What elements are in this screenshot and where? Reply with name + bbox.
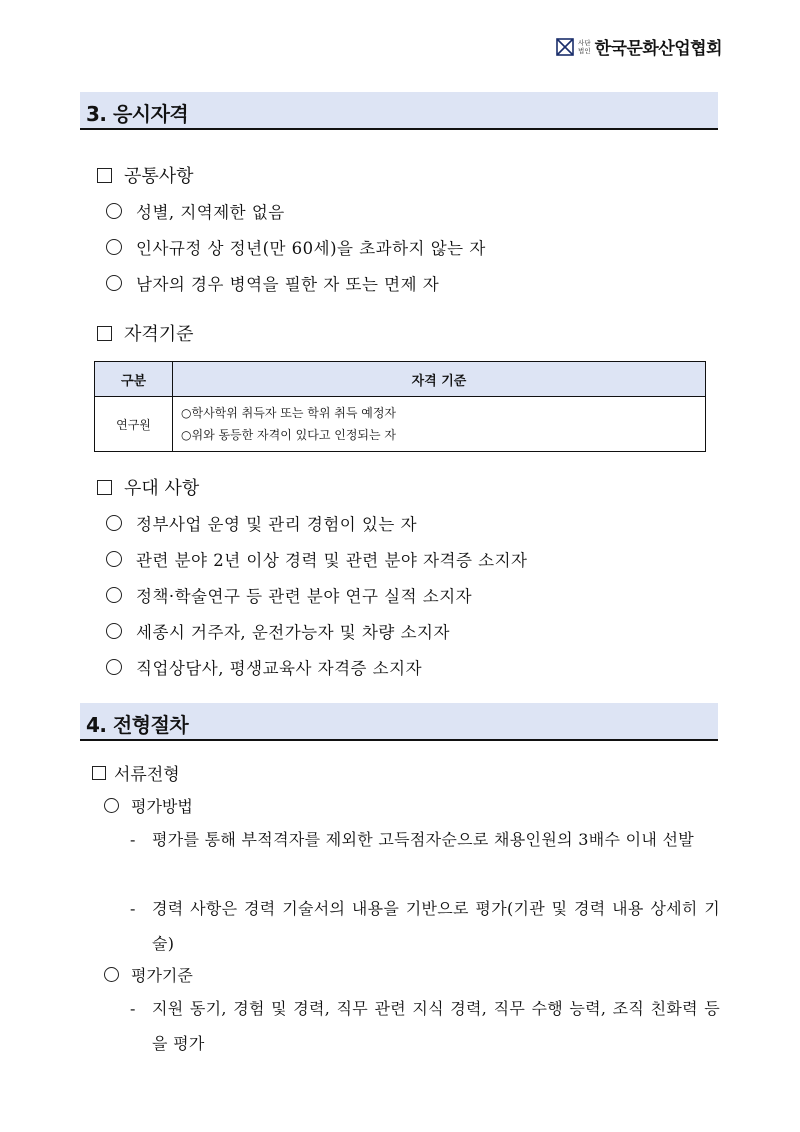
screening-heading: 서류전형: [92, 760, 180, 785]
circle-bullet-icon: [106, 623, 122, 639]
list-item: 정책·학술연구 등 관련 분야 연구 실적 소지자: [106, 583, 472, 607]
table-cell-details: ○학사학위 취득자 또는 학위 취득 예정자 ○위와 동등한 자격이 있다고 인정되는 자: [173, 397, 706, 452]
method-label: 평가방법: [104, 794, 193, 817]
circle-bullet-icon: [104, 798, 119, 813]
table-header-row: [95, 362, 706, 397]
table-row: [95, 397, 706, 452]
criteria-heading: 자격기준: [97, 320, 194, 346]
table-header-category: 구분: [95, 362, 173, 397]
section-3-header: [80, 92, 718, 130]
standard-line-1: - 지원 동기, 경험 및 경력, 직무 관련 지식 경력, 직무 수행 능력, 조직 친화력 등을 평가: [130, 999, 720, 1053]
circle-bullet-icon: [106, 275, 122, 291]
logo-mark-icon: [556, 38, 574, 56]
association-logo: [556, 34, 722, 59]
square-bullet-icon: [92, 766, 106, 780]
square-bullet-icon: [97, 480, 112, 495]
square-bullet-icon: [97, 168, 112, 183]
table-header-criteria: 자격 기준: [173, 362, 706, 397]
circle-bullet-icon: [106, 587, 122, 603]
circle-bullet-icon: [106, 239, 122, 255]
table-cell-category: 연구원: [95, 397, 173, 452]
section-4-title: 4. 전형절차: [86, 713, 189, 737]
standard-label: 평가기준: [104, 963, 193, 986]
circle-bullet-icon: [106, 659, 122, 675]
square-bullet-icon: [97, 326, 112, 341]
circle-bullet-icon: [106, 551, 122, 567]
list-item: 남자의 경우 병역을 필한 자 또는 면제 자: [106, 271, 439, 295]
list-item: 관련 분야 2년 이상 경력 및 관련 분야 자격증 소지자: [106, 547, 527, 571]
preference-heading: 우대 사항: [97, 474, 199, 500]
common-heading: 공통사항: [97, 162, 194, 188]
method-line-1: - 평가를 통해 부적격자를 제외한 고득점자순으로 채용인원의 3배수 이내 선발: [130, 830, 695, 849]
list-item: 세종시 거주자, 운전가능자 및 차량 소지자: [106, 619, 450, 643]
list-item: 직업상담사, 평생교육사 자격증 소지자: [106, 655, 422, 679]
list-item: 정부사업 운영 및 관리 경험이 있는 자: [106, 511, 417, 535]
method-line-2: - 경력 사항은 경력 기술서의 내용을 기반으로 평가(기관 및 경력 내용 상세히 기술): [130, 899, 720, 953]
logo-subtitle: 사단 법인: [578, 38, 591, 55]
criteria-table: [94, 361, 706, 452]
list-item: 성별, 지역제한 없음: [106, 199, 285, 223]
list-item: 인사규정 상 정년(만 60세)을 초과하지 않는 자: [106, 235, 486, 259]
section-4-header: [80, 703, 718, 741]
circle-bullet-icon: [106, 203, 122, 219]
section-3-title: 3. 응시자격: [86, 102, 189, 126]
circle-bullet-icon: [104, 967, 119, 982]
logo-name: 한국문화산업협회: [594, 39, 722, 59]
circle-bullet-icon: [106, 515, 122, 531]
